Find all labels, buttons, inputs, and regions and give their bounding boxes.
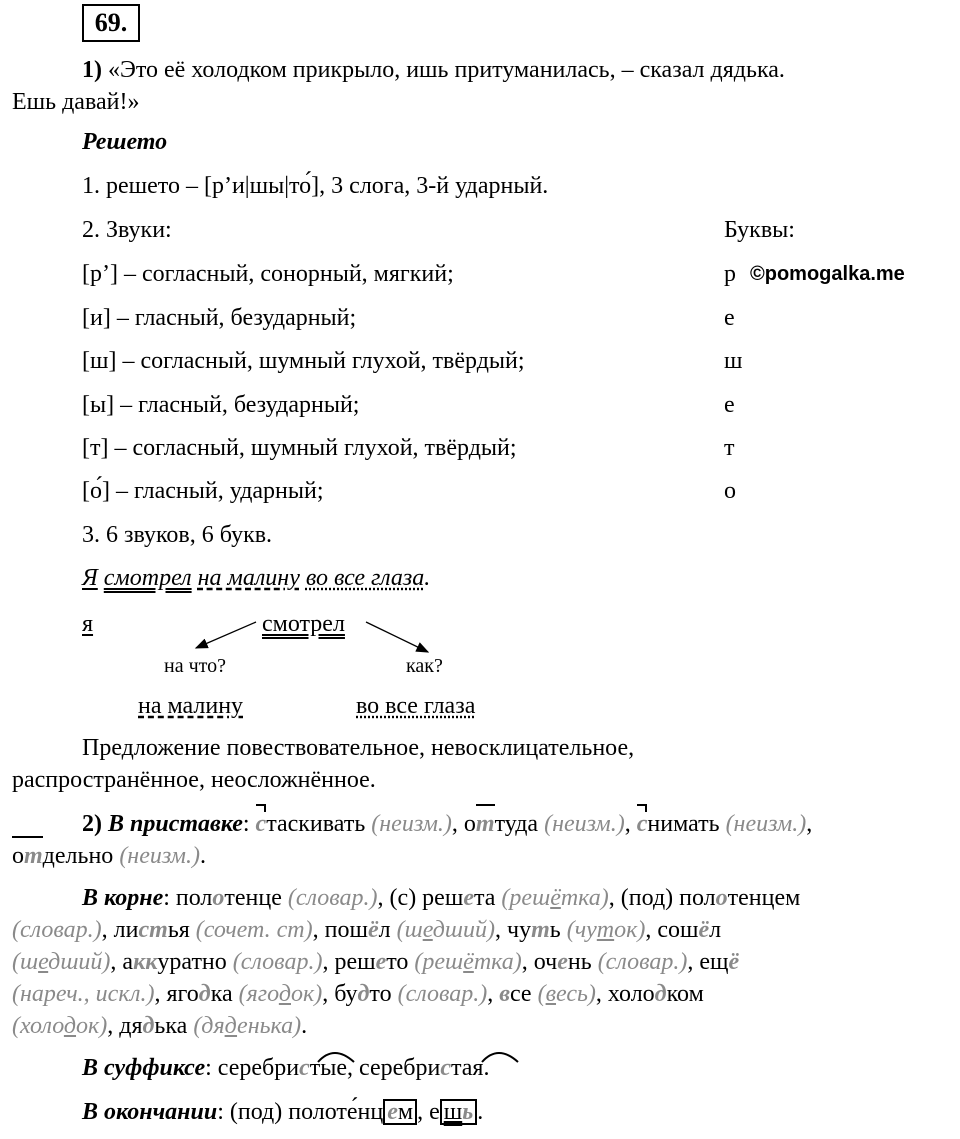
sentence-object: на малину bbox=[197, 565, 300, 591]
sentence-adverbial: во все глаза bbox=[305, 565, 425, 591]
letter-cell: р bbox=[724, 261, 736, 287]
sound-row: [т] – согласный, шумный глухой, твёрдый; bbox=[82, 435, 517, 461]
root-line-4: (нареч., искл.), ягодка (ягодок), будто (словар.), все (весь), холодком bbox=[12, 981, 704, 1007]
ending-title: В окончании bbox=[82, 1099, 218, 1125]
quote-line-2: Ешь давай!» bbox=[12, 89, 140, 115]
count-line: 3. 6 звуков, 6 букв. bbox=[82, 522, 273, 548]
sentence-subject: Я bbox=[82, 565, 98, 591]
root-line-3: (шедший), аккуратно (словар.), решето (решётка), очень (словар.), ещё bbox=[12, 949, 740, 975]
word-title: Решето bbox=[82, 129, 168, 155]
root-title: В корне bbox=[82, 885, 164, 911]
scheme-object: на малину bbox=[138, 693, 244, 719]
suffix-title: В суффиксе bbox=[82, 1055, 206, 1081]
part2-marker: 2) bbox=[82, 811, 102, 837]
sound-row: [р’] – согласный, сонорный, мягкий; bbox=[82, 261, 454, 287]
letter-cell: ш bbox=[724, 348, 743, 374]
suffix-arcs bbox=[0, 1040, 960, 1070]
phonetics-line: 1. решето – [р’и|шы|то́], 3 слога, 3-й ударный. bbox=[82, 173, 549, 199]
sound-row: [и] – гласный, безударный; bbox=[82, 305, 357, 331]
letter-cell: е bbox=[724, 305, 735, 331]
task-number: 69. bbox=[82, 4, 140, 42]
scheme-subject: я bbox=[82, 611, 94, 637]
sentence-end: . bbox=[424, 565, 431, 591]
sound-row: [ш] – согласный, шумный глухой, твёрдый; bbox=[82, 348, 525, 374]
watermark: ©pomogalka.me bbox=[750, 263, 905, 285]
sounds-header: 2. Звуки: bbox=[82, 217, 172, 243]
letters-header: Буквы: bbox=[724, 217, 795, 243]
characteristic-line-2: распространённое, неосложнённое. bbox=[12, 767, 376, 793]
sound-row: [о́] – гласный, ударный; bbox=[82, 478, 324, 504]
letter-cell: е bbox=[724, 392, 735, 418]
prefix-line-1: 2) В приставке: стаскивать (неизм.), оттуда (неизм.), снимать (неизм.), bbox=[82, 811, 813, 837]
root-line-5: (холодок), дядька (дяденька). bbox=[12, 1013, 308, 1039]
question-left: на что? bbox=[164, 655, 226, 677]
suffix-line: В суффиксе: серебристые, серебристая. bbox=[82, 1055, 490, 1081]
question-right: как? bbox=[406, 655, 443, 677]
quote-text-1: «Это её холодком прикрыло, ишь притуманилась, – сказал дядька. bbox=[108, 57, 785, 83]
scheme-adverbial: во все глаза bbox=[356, 693, 476, 719]
ending-line: В окончании: (под) полоте́нц ем , е шь . bbox=[82, 1099, 484, 1125]
letter-cell: о bbox=[724, 478, 736, 504]
arrow-left bbox=[196, 622, 256, 648]
root-line-2: (словар.), листья (сочет. ст), пошёл (шедший), чуть (чуток), сошёл bbox=[12, 917, 722, 943]
root-line-1: В корне: полотенце (словар.), (с) решета (решётка), (под) полотенцем bbox=[82, 885, 801, 911]
letter-cell: т bbox=[724, 435, 735, 461]
arrow-right bbox=[366, 622, 428, 652]
prefix-line-2: отдельно (неизм.). bbox=[12, 843, 206, 869]
scheme-predicate: смотрел bbox=[262, 611, 345, 637]
characteristic-line-1: Предложение повествовательное, невосклицательное, bbox=[82, 735, 635, 761]
sound-row: [ы] – гласный, безударный; bbox=[82, 392, 360, 418]
part1-marker: 1) bbox=[82, 57, 102, 83]
prefix-title: В приставке bbox=[108, 811, 243, 837]
sentence-predicate: смотрел bbox=[103, 565, 192, 591]
